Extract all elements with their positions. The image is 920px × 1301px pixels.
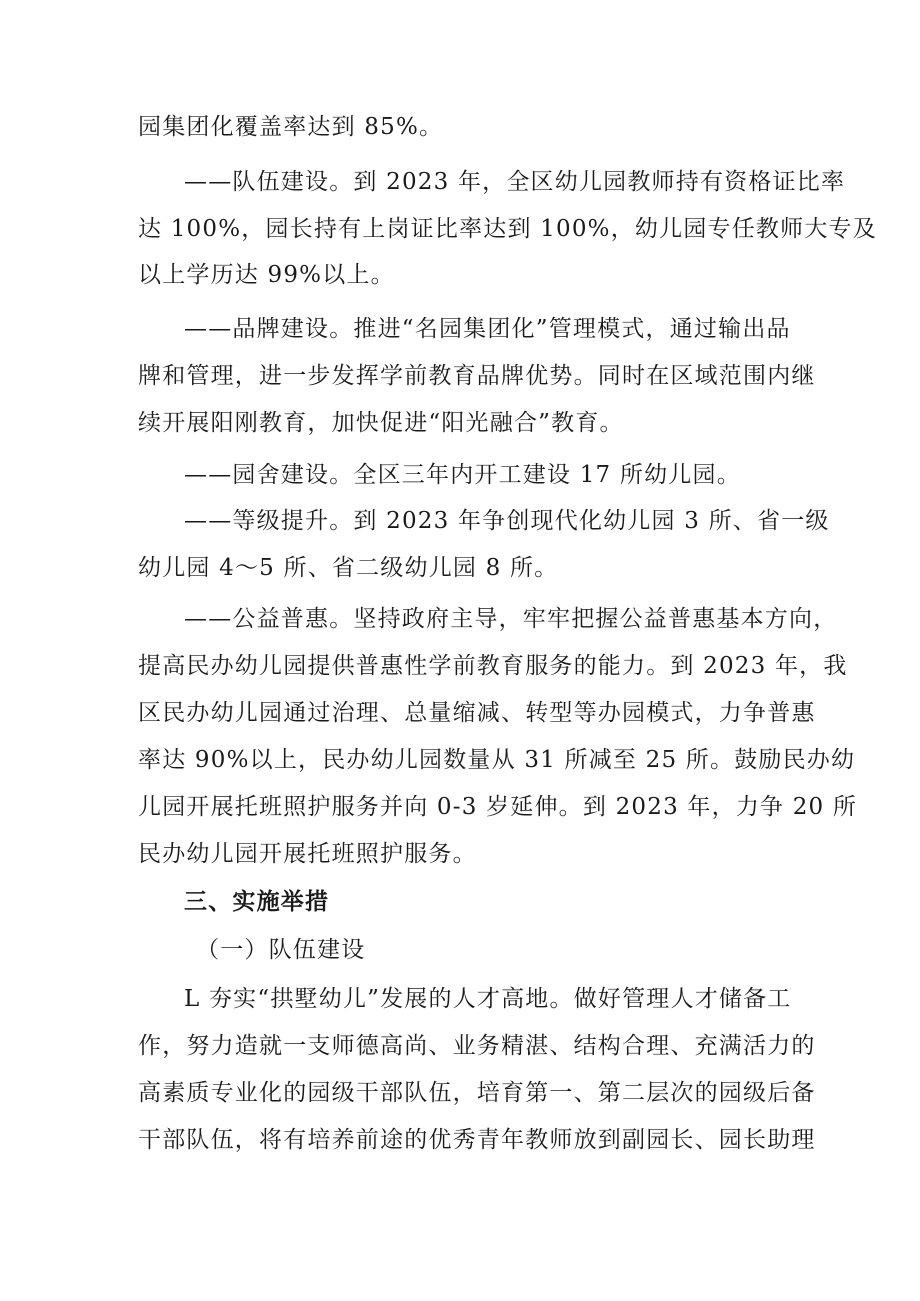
text-line: ——品牌建设。推进“名园集团化”管理模式，通过输出品: [184, 316, 791, 342]
text-line: ——队伍建设。到 2023 年，全区幼儿园教师持有资格证比率: [184, 169, 846, 195]
text-line: 率达 90%以上，民办幼儿园数量从 31 所减至 25 所。鼓励民办幼: [138, 747, 856, 773]
text-line: 达 100%，园长持有上岗证比率达到 100%，幼儿园专任教师大专及: [138, 216, 877, 242]
text-line: 作，努力造就一支师德高尚、业务精湛、结构合理、充满活力的: [138, 1033, 816, 1059]
text-line: 提高民办幼儿园提供普惠性学前教育服务的能力。到 2023 年，我: [138, 653, 848, 679]
text-line: 幼儿园 4～5 所、省二级幼儿园 8 所。: [138, 555, 559, 581]
text-line: 续开展阳刚教育，加快促进“阳光融合”教育。: [138, 410, 624, 436]
text-line: 高素质专业化的园级干部队伍，培育第一、第二层次的园级后备: [138, 1080, 816, 1106]
text-line: ——园舍建设。全区三年内开工建设 17 所幼儿园。: [184, 462, 741, 488]
section-heading: 三、实施举措: [184, 888, 330, 915]
subsection-heading: （一）队伍建设: [196, 937, 366, 963]
text-line: L 夯实“拱墅幼儿”发展的人才高地。做好管理人才储备工: [184, 986, 792, 1012]
text-line: 干部队伍，将有培养前途的优秀青年教师放到副园长、园长助理: [138, 1127, 816, 1153]
text-line: 区民办幼儿园通过治理、总量缩减、转型等办园模式，力争普惠: [138, 700, 816, 726]
text-line: 园集团化覆盖率达到 85%。: [138, 114, 444, 140]
text-line: ——等级提升。到 2023 年争创现代化幼儿园 3 所、省一级: [184, 508, 830, 534]
text-line: ——公益普惠。坚持政府主导，牢牢把握公益普惠基本方向，: [184, 606, 838, 632]
text-line: 儿园开展托班照护服务并向 0-3 岁延伸。到 2023 年，力争 20 所: [138, 794, 858, 820]
text-line: 牌和管理，进一步发挥学前教育品牌优势。同时在区域范围内继: [138, 363, 816, 389]
text-line: 以上学历达 99%以上。: [138, 262, 395, 288]
text-line: 民办幼儿园开展托班照护服务。: [138, 841, 477, 867]
